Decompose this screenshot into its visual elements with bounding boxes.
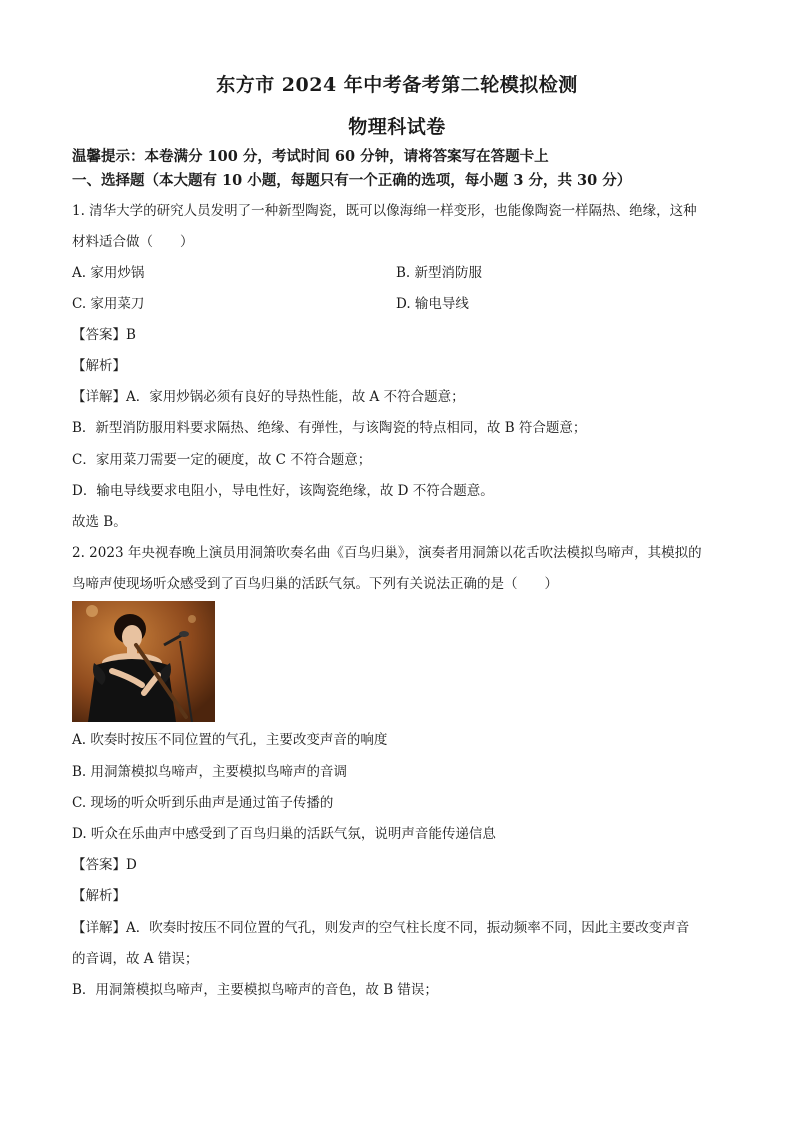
q2-option-a: A. 吹奏时按压不同位置的气孔，主要改变声音的响度 (72, 732, 388, 748)
q2-option-b: B. 用洞箫模拟鸟啼声，主要模拟鸟啼声的音调 (72, 764, 348, 780)
flute-performer-photo (72, 601, 215, 722)
q2-stem-line2: 鸟啼声使现场听众感受到了百鸟归巢的活跃气氛。下列有关说法正确的是（ ） (72, 576, 558, 592)
q1-option-d: D. 输电导线 (396, 296, 469, 312)
q1-detail-line3: C．家用菜刀需要一定的硬度，故 C 不符合题意； (72, 452, 372, 468)
q2-option-d: D. 听众在乐曲声中感受到了百鸟归巢的活跃气氛，说明声音能传递信息 (72, 826, 496, 842)
q2-stem-line1: 2. 2023 年央视春晚上演员用洞箫吹奏名曲《百鸟归巢》，演奏者用洞箫以花舌吹法模拟鸟啼声，其模拟的 (72, 545, 702, 561)
q1-option-b: B. 新型消防服 (396, 265, 483, 281)
q1-answer: 【答案】B (72, 327, 136, 343)
q2-detail-line1: 【详解】A．吹奏时按压不同位置的气孔，则发声的空气柱长度不同，振动频率不同，因此主要改变声音 (72, 920, 690, 936)
q1-detail-line2: B．新型消防服用料要求隔热、绝缘、有弹性，与该陶瓷的特点相同，故 B 符合题意； (72, 420, 587, 436)
q2-detail-line2: 的音调，故 A 错误； (72, 951, 199, 967)
section-title: 一、选择题（本大题有 10 小题，每题只有一个正确的选项，每小题 3 分，共 30 分） (72, 172, 632, 189)
q1-detail-line1: 【详解】A．家用炒锅必须有良好的导热性能，故 A 不符合题意； (72, 389, 465, 405)
q2-analysis-label: 【解析】 (72, 888, 126, 904)
notice: 温馨提示：本卷满分 100 分，考试时间 60 分钟，请将答案写在答题卡上 (72, 148, 549, 165)
q2-option-c: C. 现场的听众听到乐曲声是通过笛子传播的 (72, 795, 334, 811)
q1-stem-line2: 材料适合做（ ） (72, 234, 194, 250)
q1-stem-line1: 1. 清华大学的研究人员发明了一种新型陶瓷，既可以像海绵一样变形，也能像陶瓷一样隔热、绝缘，这种 (72, 203, 697, 219)
q2-answer: 【答案】D (72, 857, 137, 873)
page-title: 东方市 2024 年中考备考第二轮模拟检测 (216, 74, 578, 96)
page-subtitle: 物理科试卷 (348, 116, 446, 138)
q1-conclusion: 故选 B。 (72, 514, 127, 530)
q1-option-a: A. 家用炒锅 (72, 265, 145, 281)
q1-analysis-label: 【解析】 (72, 358, 126, 374)
q1-detail-line4: D．输电导线要求电阻小，导电性好，该陶瓷绝缘，故 D 不符合题意。 (72, 483, 494, 499)
q1-option-c: C. 家用菜刀 (72, 296, 145, 312)
q2-detail-line3: B．用洞箫模拟鸟啼声，主要模拟鸟啼声的音色，故 B 错误； (72, 982, 438, 998)
